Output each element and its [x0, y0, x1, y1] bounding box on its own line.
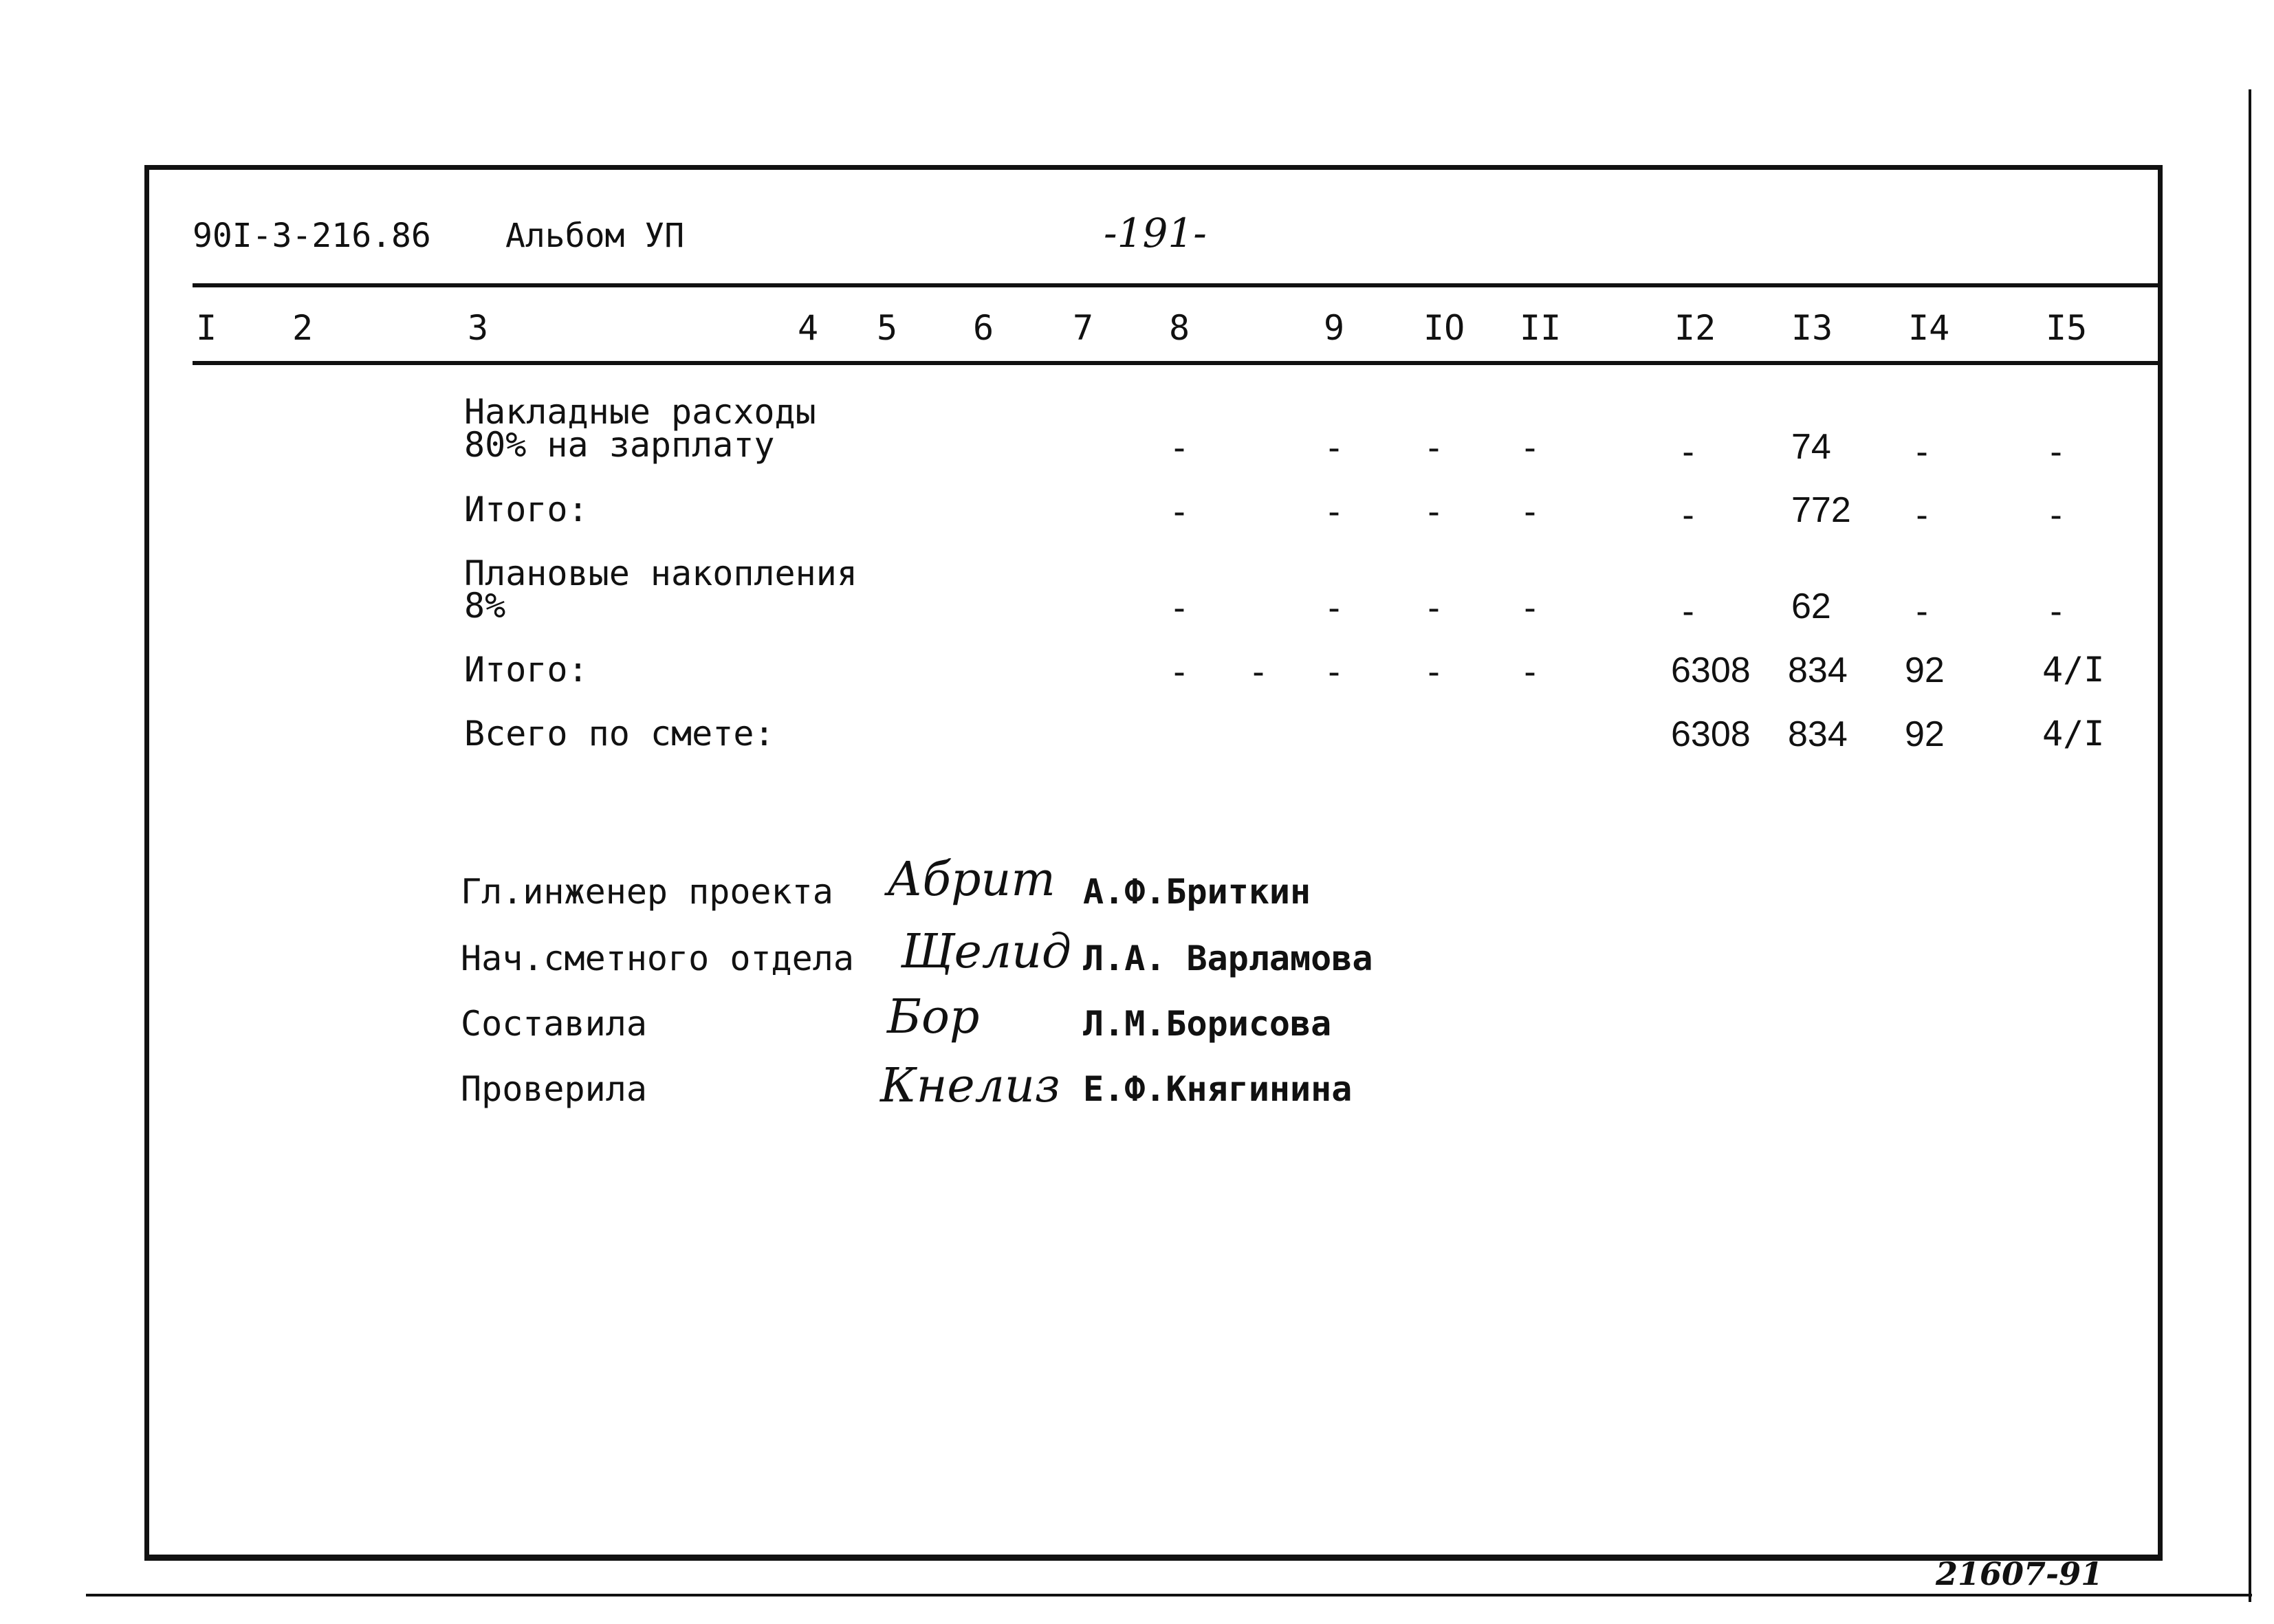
- table-cell: 74: [1791, 427, 1831, 467]
- handwritten-signature: Кнелиз: [880, 1059, 1060, 1113]
- page-frame: [144, 165, 2163, 1561]
- table-cell: -: [2046, 591, 2067, 631]
- row-label: 80% на зарплату: [464, 425, 775, 465]
- table-cell: 6308: [1671, 650, 1751, 690]
- col-header-5: 5: [877, 308, 898, 348]
- col-header-4: 4: [798, 308, 819, 348]
- album-title: Альбом УП: [505, 217, 685, 255]
- table-cell: -: [1169, 652, 1190, 692]
- row-label: Накладные расходы: [464, 392, 816, 432]
- row-label: Всего по смете:: [464, 714, 775, 754]
- col-header-2: 2: [292, 308, 314, 348]
- table-cell: 834: [1788, 650, 1848, 690]
- table-cell: -: [1324, 428, 1345, 468]
- table-cell: -: [1324, 588, 1345, 628]
- table-cell: 62: [1791, 586, 1831, 626]
- table-cell: -: [1423, 588, 1445, 628]
- table-cell: -: [1324, 492, 1345, 531]
- table-cell: -: [1423, 428, 1445, 468]
- table-cell: -: [1423, 652, 1445, 692]
- footer-stamp: 21607-91: [1936, 1555, 2103, 1592]
- col-header-6: 6: [973, 308, 994, 348]
- table-cell: 4/I: [2042, 650, 2105, 690]
- table-cell: -: [1169, 588, 1190, 628]
- table-cell: -: [1248, 652, 1269, 692]
- signature-name: А.Ф.Бриткин: [1083, 872, 1311, 912]
- signature-name: Л.А. Варламова: [1083, 939, 1373, 978]
- col-header-12: I2: [1674, 308, 1716, 348]
- table-cell: -: [1520, 428, 1541, 468]
- right-margin-line: [2249, 89, 2251, 1602]
- row-label: Плановые накопления: [464, 553, 857, 593]
- row-label: Итого:: [464, 650, 589, 690]
- table-cell: -: [1324, 652, 1345, 692]
- table-cell: -: [2046, 432, 2067, 472]
- col-header-11: II: [1520, 308, 1562, 348]
- signature-name: Е.Ф.Княгинина: [1083, 1069, 1353, 1109]
- table-cell: -: [1520, 492, 1541, 531]
- signature-role: Составила: [461, 1004, 647, 1044]
- col-header-8: 8: [1169, 308, 1190, 348]
- col-header-14: I4: [1908, 308, 1950, 348]
- column-header-divider: [193, 361, 2159, 365]
- table-cell: -: [1520, 652, 1541, 692]
- signature-role: Нач.сметного отдела: [461, 939, 854, 978]
- table-cell: -: [2046, 495, 2067, 535]
- signature-role: Гл.инженер проекта: [461, 872, 833, 912]
- col-header-10: IO: [1423, 308, 1465, 348]
- col-header-7: 7: [1073, 308, 1094, 348]
- table-cell: 6308: [1671, 714, 1751, 754]
- table-cell: -: [1169, 492, 1190, 531]
- table-cell: 4/I: [2042, 714, 2105, 754]
- bottom-margin-line: [86, 1594, 2252, 1596]
- signature-name: Л.М.Борисова: [1083, 1004, 1332, 1044]
- table-cell: 834: [1788, 714, 1848, 754]
- doc-code: 90I-3-216.86: [193, 217, 431, 255]
- handwritten-signature: Щелид: [901, 925, 1072, 979]
- col-header-3: 3: [468, 308, 489, 348]
- page-number: -191-: [1104, 210, 1207, 256]
- table-cell: 92: [1905, 650, 1945, 690]
- handwritten-signature: Бор: [887, 990, 980, 1044]
- handwritten-signature: Абрит: [887, 853, 1056, 907]
- table-cell: -: [1678, 591, 1699, 631]
- table-cell: -: [1169, 428, 1190, 468]
- table-cell: -: [1912, 591, 1933, 631]
- col-header-15: I5: [2046, 308, 2088, 348]
- table-cell: -: [1912, 495, 1933, 535]
- table-cell: 772: [1791, 490, 1851, 530]
- col-header-1: I: [196, 308, 217, 348]
- table-cell: -: [1912, 432, 1933, 472]
- table-cell: -: [1678, 432, 1699, 472]
- table-cell: -: [1423, 492, 1445, 531]
- col-header-9: 9: [1324, 308, 1345, 348]
- col-header-13: I3: [1791, 308, 1833, 348]
- signature-role: Проверила: [461, 1069, 647, 1109]
- table-cell: 92: [1905, 714, 1945, 754]
- header-divider: [193, 283, 2159, 287]
- table-cell: -: [1520, 588, 1541, 628]
- table-cell: -: [1678, 495, 1699, 535]
- row-label: Итого:: [464, 490, 589, 529]
- row-label: 8%: [464, 586, 506, 626]
